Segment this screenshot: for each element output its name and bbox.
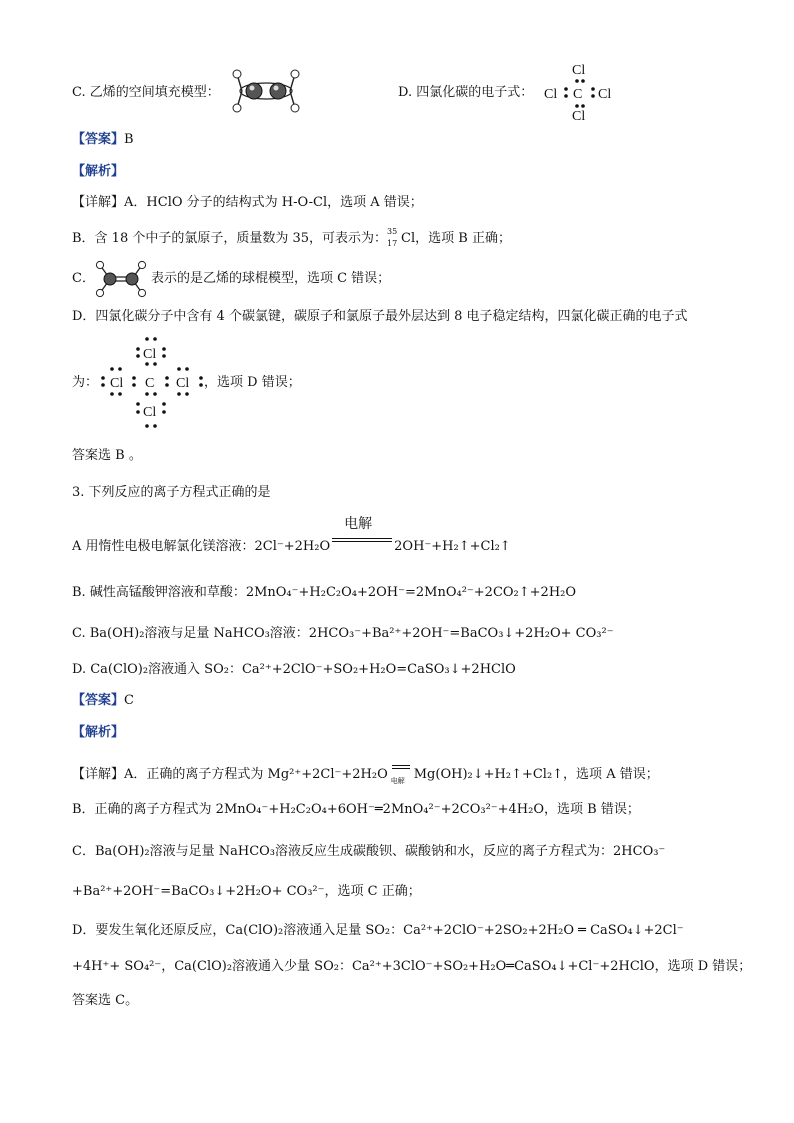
answer-value: B xyxy=(124,132,134,147)
option-c xyxy=(72,84,220,102)
q3-conclusion-text: 答案选 C。 xyxy=(72,993,139,1008)
exp-b-pre: B．含 18 个中子的氯原子，质量数为 35，可表示为： xyxy=(72,231,388,246)
q2-exp-d xyxy=(72,308,688,326)
ccl4-incorrect-electron-formula xyxy=(542,60,622,124)
option-a-products: 2OH⁻+H₂↑+Cl₂↑ xyxy=(394,539,511,554)
isotope-symbol: Cl xyxy=(401,231,416,246)
q3-exp-d1 xyxy=(72,922,684,940)
q3-conclusion xyxy=(72,992,138,1010)
ed-right: Cl xyxy=(598,87,612,102)
option-b-text: B. 碱性高锰酸钾溶液和草酸：2MnO₄⁻+H₂C₂O₄+2OH⁻=2MnO₄²⁻+2CO₂↑+2H₂O xyxy=(72,585,577,600)
option-d-label: D. 四氯化碳的电子式： xyxy=(398,85,534,100)
ed-top: Cl xyxy=(143,347,157,362)
q3-stem-text: 3. 下列反应的离子方程式正确的是 xyxy=(72,485,271,500)
option-d xyxy=(398,84,533,102)
q2-answer xyxy=(72,131,134,149)
exp-c-pre: C． xyxy=(72,271,95,286)
q3-exp-b xyxy=(72,801,640,819)
q2-conclusion xyxy=(72,447,142,465)
ed-center: C xyxy=(573,87,583,102)
q3-stem xyxy=(72,484,271,502)
isotope-notation xyxy=(387,228,401,246)
q3-exp-c2 xyxy=(72,883,421,901)
ed-left: Cl xyxy=(110,376,124,391)
exp-a-post: Mg(OH)₂↓+H₂↑+Cl₂↑，选项 A 错误； xyxy=(413,767,659,782)
ed-bottom: Cl xyxy=(572,109,586,124)
exp-d1-text: D．要发生氧化还原反应，Ca(ClO)₂溶液通入足量 SO₂：Ca²⁺+2ClO⁻+2SO₂+2H₂O ═ CaSO₄↓+2Cl⁻ xyxy=(72,923,684,938)
mass-number: 35 xyxy=(387,227,398,236)
detail-tag: 【详解】 xyxy=(72,767,125,782)
ccl4-correct-electron-formula xyxy=(98,334,208,434)
exp-d2-post: ，选项 D 错误； xyxy=(204,375,301,390)
ethylene-space-filling-model-image xyxy=(232,68,302,114)
ethylene-ball-stick-model-image xyxy=(94,260,148,298)
electrolysis-arrow xyxy=(332,516,392,550)
answer-tag: 【答案】 xyxy=(72,132,125,147)
option-d-text: D. Ca(ClO)₂溶液通入 SO₂：Ca²⁺+2ClO⁻+SO₂+H₂O=CaSO₃↓+2HClO xyxy=(72,662,516,677)
exp-a-text: A．HClO 分子的结构式为 H-O-Cl，选项 A 错误； xyxy=(124,195,423,210)
exp-d2-text: +4H⁺+ SO₄²⁻，Ca(ClO)₂溶液通入少量 SO₂：Ca²⁺+3ClO⁻+SO₂+H₂O═CaSO₄↓+Cl⁻+2HClO，选项 D 错误； xyxy=(72,959,752,974)
q3-analysis xyxy=(72,724,124,742)
q3-option-c xyxy=(72,625,614,643)
q2-analysis xyxy=(72,163,124,181)
q3-option-d xyxy=(72,661,516,679)
option-c-text: C. Ba(OH)₂溶液与足量 NaHCO₃溶液：2HCO₃⁻+Ba²⁺+2OH⁻=BaCO₃↓+2H₂O+ CO₃²⁻ xyxy=(72,626,614,641)
exp-d2-pre: 为： xyxy=(72,375,99,390)
answer-tag: 【答案】 xyxy=(72,693,125,708)
exp-c1-text: C．Ba(OH)₂溶液与足量 NaHCO₃溶液反应生成碳酸钡、碳酸钠和水，反应的离子方程式为：2HCO₃⁻ xyxy=(72,844,666,859)
ed-center: C xyxy=(145,376,155,391)
ed-top: Cl xyxy=(572,63,586,78)
analysis-tag: 【解析】 xyxy=(72,725,125,740)
option-c-label: C. 乙烯的空间填充模型： xyxy=(72,85,220,100)
q2-exp-a xyxy=(72,194,423,212)
q3-exp-c1 xyxy=(72,843,665,861)
q2-exp-b xyxy=(72,228,511,248)
exp-b-text: B．正确的离子方程式为 2MnO₄⁻+H₂C₂O₄+6OH⁻═2MnO₄²⁻+2CO₃²⁻+4H₂O，选项 B 错误； xyxy=(72,802,640,817)
exp-c2-text: +Ba²⁺+2OH⁻=BaCO₃↓+2H₂O+ CO₃²⁻，选项 C 正确； xyxy=(72,884,421,899)
electrolysis-equals xyxy=(390,760,412,785)
exp-d-text: D．四氯化碳分子中含有 4 个碳氯键，碳原子和氯原子最外层达到 8 电子稳定结构，四氯化碳正确的电子式 xyxy=(72,309,688,324)
detail-tag: 【详解】 xyxy=(72,195,125,210)
ed-bottom: Cl xyxy=(143,405,157,420)
exp-a-pre: A．正确的离子方程式为 Mg²⁺+2Cl⁻+2H₂O xyxy=(124,767,388,782)
q3-option-b xyxy=(72,584,576,602)
q2-conclusion-text: 答案选 B 。 xyxy=(72,448,142,463)
answer-value: C xyxy=(124,693,134,708)
atomic-number: 17 xyxy=(387,239,398,248)
option-a-text: A 用惰性电极电解氯化镁溶液：2Cl⁻+2H₂O xyxy=(72,539,331,554)
ed-left: Cl xyxy=(544,87,558,102)
ed-right: Cl xyxy=(176,376,190,391)
q3-option-a xyxy=(72,516,511,556)
q3-exp-d2 xyxy=(72,958,751,976)
electrolysis-label: 电解 xyxy=(344,516,373,532)
exp-a-condition: 电解 xyxy=(390,777,405,785)
q3-exp-a xyxy=(72,760,659,784)
q3-answer xyxy=(72,692,134,710)
exp-b-post: ，选项 B 正确； xyxy=(415,231,511,246)
exp-c-post: 表示的是乙烯的球棍模型，选项 C 错误； xyxy=(150,271,391,286)
analysis-tag: 【解析】 xyxy=(72,164,125,179)
